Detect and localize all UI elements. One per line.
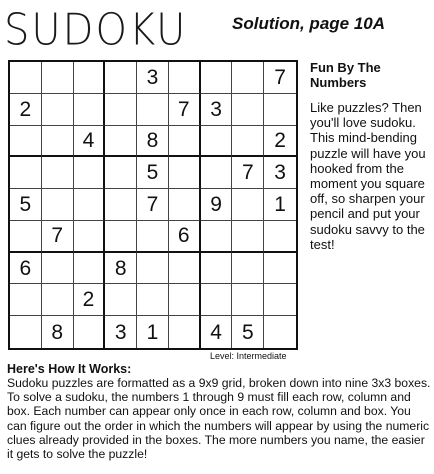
sudoku-cell[interactable] bbox=[74, 221, 106, 253]
sudoku-cell[interactable]: 6 bbox=[10, 253, 42, 285]
sudoku-cell[interactable] bbox=[74, 62, 106, 94]
sudoku-cell[interactable]: 1 bbox=[264, 189, 296, 221]
sudoku-cell[interactable] bbox=[42, 157, 74, 189]
sudoku-cell[interactable]: 3 bbox=[264, 157, 296, 189]
sudoku-cell[interactable]: 7 bbox=[137, 189, 169, 221]
sudoku-cell[interactable]: 4 bbox=[74, 126, 106, 158]
sudoku-cell[interactable] bbox=[10, 126, 42, 158]
sudoku-cell[interactable] bbox=[201, 126, 233, 158]
sudoku-cell[interactable] bbox=[42, 94, 74, 126]
sudoku-cell[interactable] bbox=[105, 94, 137, 126]
sudoku-cell[interactable] bbox=[105, 157, 137, 189]
sudoku-cell[interactable] bbox=[232, 284, 264, 316]
sudoku-cell[interactable]: 2 bbox=[74, 284, 106, 316]
instructions-text: Sudoku puzzles are formatted as a 9x9 grid, broken down into nine 3x3 boxes. To solve a sudoku, the numbers 1 through 9 must fill each row, column and box. Each number can appear only once in each row, column and box. You can figure out the order in which the numbers will appear by using the numeric clues already provided in the boxes. The more numbers you name, the easier it gets to solve the puzzle! bbox=[7, 376, 431, 462]
sudoku-cell[interactable]: 5 bbox=[232, 316, 264, 348]
sudoku-cell[interactable] bbox=[105, 284, 137, 316]
sudoku-cell[interactable] bbox=[74, 189, 106, 221]
sudoku-cell[interactable] bbox=[169, 157, 201, 189]
sudoku-logo: SUDOKU bbox=[4, 4, 188, 56]
sidebar-title: Fun By The Numbers bbox=[310, 60, 381, 90]
sudoku-cell[interactable] bbox=[232, 126, 264, 158]
sudoku-cell[interactable]: 8 bbox=[105, 253, 137, 285]
sudoku-cell[interactable]: 7 bbox=[264, 62, 296, 94]
sudoku-cell[interactable] bbox=[232, 253, 264, 285]
sudoku-cell[interactable]: 3 bbox=[105, 316, 137, 348]
sudoku-cell[interactable] bbox=[42, 189, 74, 221]
sudoku-cell[interactable]: 5 bbox=[137, 157, 169, 189]
sudoku-cell[interactable] bbox=[232, 94, 264, 126]
sudoku-cell[interactable]: 8 bbox=[42, 316, 74, 348]
sudoku-cell[interactable] bbox=[264, 94, 296, 126]
sudoku-cell[interactable] bbox=[105, 126, 137, 158]
sudoku-cell[interactable] bbox=[137, 284, 169, 316]
sudoku-cell[interactable]: 4 bbox=[201, 316, 233, 348]
sudoku-cell[interactable] bbox=[74, 253, 106, 285]
sudoku-cell[interactable]: 1 bbox=[137, 316, 169, 348]
sudoku-cell[interactable]: 2 bbox=[264, 126, 296, 158]
sudoku-cell[interactable] bbox=[137, 253, 169, 285]
sudoku-cell[interactable] bbox=[105, 221, 137, 253]
sudoku-cell[interactable] bbox=[10, 221, 42, 253]
sudoku-cell[interactable] bbox=[201, 284, 233, 316]
sudoku-board bbox=[8, 60, 298, 350]
sudoku-cell[interactable] bbox=[42, 126, 74, 158]
sudoku-cell[interactable] bbox=[105, 62, 137, 94]
sudoku-grid bbox=[8, 60, 298, 350]
instructions-title: Here's How It Works: bbox=[7, 362, 132, 376]
sudoku-cell[interactable] bbox=[10, 62, 42, 94]
sudoku-cell[interactable] bbox=[264, 253, 296, 285]
sudoku-cell[interactable] bbox=[10, 157, 42, 189]
sidebar-text: Like puzzles? Then you'll love sudoku. This mind-bending puzzle will have you hooked from the moment you square off, so sharpen your pencil and put your sudoku savvy to the test! bbox=[310, 100, 426, 252]
sudoku-cell[interactable]: 3 bbox=[137, 62, 169, 94]
sudoku-cell[interactable]: 7 bbox=[42, 221, 74, 253]
sudoku-cell[interactable]: 8 bbox=[137, 126, 169, 158]
sudoku-cell[interactable] bbox=[201, 62, 233, 94]
sudoku-cell[interactable]: 2 bbox=[10, 94, 42, 126]
solution-reference: Solution, page 10A bbox=[232, 14, 386, 33]
sudoku-cell[interactable]: 7 bbox=[169, 94, 201, 126]
sudoku-cell[interactable] bbox=[74, 157, 106, 189]
sudoku-cell[interactable] bbox=[232, 221, 264, 253]
sudoku-cell[interactable] bbox=[42, 253, 74, 285]
sudoku-cell[interactable] bbox=[137, 94, 169, 126]
sudoku-cell[interactable] bbox=[169, 253, 201, 285]
sudoku-cell[interactable] bbox=[169, 316, 201, 348]
sudoku-cell[interactable] bbox=[201, 157, 233, 189]
sudoku-cell[interactable] bbox=[264, 221, 296, 253]
sudoku-cell[interactable] bbox=[232, 189, 264, 221]
sudoku-cell[interactable] bbox=[42, 284, 74, 316]
sudoku-cell[interactable] bbox=[169, 62, 201, 94]
sudoku-cell[interactable]: 5 bbox=[10, 189, 42, 221]
sudoku-cell[interactable]: 6 bbox=[169, 221, 201, 253]
sudoku-cell[interactable]: 3 bbox=[201, 94, 233, 126]
sudoku-cell[interactable] bbox=[169, 284, 201, 316]
sudoku-cell[interactable] bbox=[74, 94, 106, 126]
sudoku-cell[interactable] bbox=[169, 126, 201, 158]
sudoku-cell[interactable] bbox=[74, 316, 106, 348]
sudoku-cell[interactable] bbox=[105, 189, 137, 221]
sudoku-cell[interactable] bbox=[232, 62, 264, 94]
difficulty-level: Level: Intermediate bbox=[210, 351, 287, 361]
sudoku-cell[interactable] bbox=[264, 316, 296, 348]
sudoku-cell[interactable] bbox=[264, 284, 296, 316]
sudoku-cell[interactable] bbox=[10, 284, 42, 316]
sudoku-cell[interactable] bbox=[10, 316, 42, 348]
sudoku-cell[interactable] bbox=[201, 221, 233, 253]
sudoku-cell[interactable] bbox=[137, 221, 169, 253]
sudoku-cell[interactable] bbox=[169, 189, 201, 221]
sudoku-cell[interactable] bbox=[201, 253, 233, 285]
sudoku-cell[interactable]: 7 bbox=[232, 157, 264, 189]
sudoku-cell[interactable]: 9 bbox=[201, 189, 233, 221]
sudoku-cell[interactable] bbox=[42, 62, 74, 94]
